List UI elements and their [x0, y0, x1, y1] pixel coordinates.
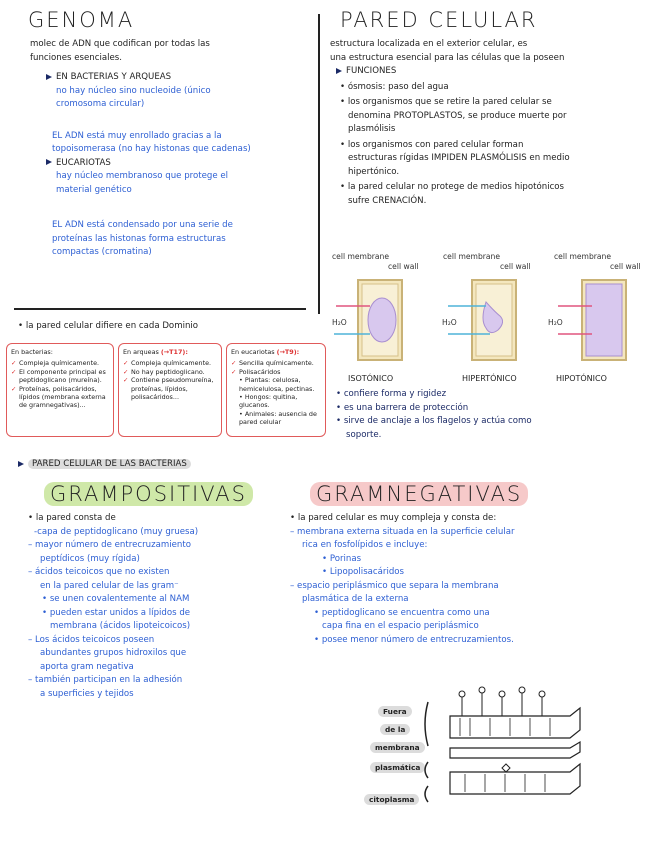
- gramnegativas-title: GRAMNEGATIVAS: [310, 482, 528, 506]
- card-subitem: • Hongos: quitina, glucanos.: [239, 393, 298, 410]
- pared-line: estructuras rígidas IMPIDEN PLASMÓLISIS en medio: [348, 153, 570, 163]
- horizontal-divider: [14, 308, 306, 310]
- card-item: ✓ No hay peptidoglicano.: [123, 368, 217, 376]
- card-heading: En arqueas (→T17):: [123, 348, 188, 356]
- card-item: ✓ Compleja químicamente.: [123, 359, 217, 367]
- genoma-line: proteínas las histonas forma estructuras: [52, 233, 226, 244]
- gram-pos-line: abundantes grupos hidroxilos que: [40, 648, 187, 658]
- genoma-line: compactas (cromatina): [52, 247, 152, 257]
- card-heading: En eucariotas (→T9):: [231, 348, 300, 356]
- grampositivas-notes: [28, 512, 308, 701]
- gramnegativas-notes: [290, 512, 650, 647]
- pared-line: • ósmosis: paso del agua: [340, 81, 449, 92]
- gram-pos-line: peptídicos (muy rígida): [40, 553, 140, 564]
- card-item: ✓ El componente principal es peptidoglicano (mureína).: [11, 368, 109, 385]
- pared-line: • sirve de anclaje a los flagelos y actúa como: [336, 416, 532, 426]
- hypotonic-cell: [558, 280, 626, 360]
- pared-functions-more: [330, 388, 648, 442]
- gram-neg-line: • peptidoglicano se encuentra como una: [314, 607, 490, 618]
- genoma-line: molec de ADN que codifican por todas las: [30, 39, 210, 49]
- pared-line: • confiere forma y rigidez: [336, 389, 447, 399]
- gram-neg-line: • posee menor número de entrecruzamientos.: [314, 634, 514, 645]
- gram-neg-line: – espacio periplásmico que separa la membrana: [290, 580, 499, 591]
- label-cell-wall: cell wall: [610, 262, 641, 271]
- pared-line: • los organismos que se retire la pared celular se: [340, 97, 552, 107]
- vertical-divider: [318, 14, 320, 314]
- gram-pos-line: en la pared celular de las gram⁻: [40, 580, 179, 591]
- membrane-label: membrana: [370, 742, 425, 753]
- gram-neg-line: rica en fosfolípidos e incluye:: [302, 540, 428, 550]
- label-cell-wall: cell wall: [388, 262, 419, 271]
- label-h2o: H₂O: [548, 318, 563, 327]
- label-h2o: H₂O: [332, 318, 347, 327]
- osmosis-cells-svg: [330, 272, 650, 372]
- label-h2o: H₂O: [442, 318, 457, 327]
- genoma-line: no hay núcleo sino nucleoide (único: [56, 85, 211, 96]
- card-item: ✓ Compleja químicamente.: [11, 359, 109, 367]
- pared-heading-funciones: FUNCIONES: [336, 65, 648, 79]
- membrane-label: Fuera: [378, 706, 412, 717]
- genoma-notes: [30, 38, 310, 260]
- label-cell-membrane: cell membrane: [554, 252, 612, 261]
- genoma-line: EL ADN está muy enrollado gracias a la: [52, 130, 222, 141]
- genoma-heading-eucariotas: EUCARIOTAS: [46, 157, 310, 171]
- pared-notes: [330, 38, 648, 208]
- card-eucariotas: [226, 343, 326, 437]
- card-subitem: • Plantas: celulosa, hemicelulosa, pectinas.: [239, 376, 315, 393]
- pared-line: sufre CRENACIÓN.: [348, 195, 427, 206]
- membrane-label: plasmática: [370, 762, 425, 773]
- gram-pos-line: aporta gram negativa: [40, 661, 134, 672]
- gram-pos-line: -capa de peptidoglicano (muy gruesa): [34, 526, 199, 537]
- card-heading: En bacterias:: [11, 348, 53, 356]
- genoma-title: GENOMA: [28, 8, 135, 32]
- card-item: ✓ Contiene pseudomureína, proteínas, lípidos, polisacáridos...: [123, 376, 217, 401]
- genoma-line: cromosoma circular): [56, 99, 145, 109]
- pared-line: • es una barrera de protección: [336, 402, 469, 413]
- card-item: ✓ Proteínas, polisacáridos, lípidos (membrana externa de gramnegativas)...: [11, 385, 109, 410]
- card-bacterias: [6, 343, 114, 437]
- genoma-line: material genético: [56, 184, 132, 195]
- bullet-triangle-icon: [336, 68, 342, 74]
- gram-neg-line: capa fina en el espacio periplásmico: [322, 621, 479, 631]
- genoma-line: hay núcleo membranoso que protege el: [56, 171, 229, 181]
- pared-line: estructura localizada en el exterior celular, es: [330, 39, 528, 49]
- pared-title: PARED CELULAR: [340, 8, 538, 32]
- gram-pos-line: membrana (ácidos lipoteicoicos): [50, 621, 191, 631]
- gram-neg-line: • Lipopolisacáridos: [322, 567, 405, 577]
- pared-line: • la pared celular no protege de medios hipotónicos: [340, 182, 565, 192]
- gram-neg-line: • Porinas: [322, 553, 362, 564]
- membrane-label: de la: [380, 724, 410, 735]
- label-cell-membrane: cell membrane: [332, 252, 390, 261]
- pared-line: plasmólisis: [348, 124, 396, 134]
- gram-pos-line: • pueden estar unidos a lípidos de: [42, 607, 191, 618]
- genoma-line: EL ADN está condensado por una serie de: [52, 220, 233, 230]
- label-hipotonico: HIPOTÓNICO: [556, 374, 607, 383]
- gram-pos-line: – también participan en la adhesión: [28, 675, 183, 685]
- gram-pos-line: a superficies y tejidos: [40, 688, 134, 699]
- label-isotonico: ISOTÓNICO: [348, 374, 394, 383]
- gram-neg-line: • la pared celular es muy compleja y consta de:: [290, 513, 497, 523]
- membrane-label: citoplasma: [364, 794, 419, 805]
- pared-line: • los organismos con pared celular forman: [340, 139, 524, 150]
- card-item: ✓ Polisacáridos: [231, 368, 321, 376]
- card-item: ✓ Sencilla químicamente.: [231, 359, 321, 367]
- pared-line: denomina PROTOPLASTOS, se produce muerte por: [348, 110, 567, 121]
- gram-pos-line: – Los ácidos teicoicos poseen: [28, 634, 155, 645]
- hypertonic-cell: [448, 280, 516, 360]
- gram-pos-line: – mayor número de entrecruzamiento: [28, 540, 191, 550]
- bullet-triangle-icon: [18, 461, 24, 467]
- pared-line: soporte.: [346, 429, 382, 440]
- label-hipertonico: HIPERTÓNICO: [462, 374, 517, 383]
- gram-neg-line: – membrana externa situada en la superficie celular: [290, 526, 515, 537]
- difiere-line: • la pared celular difiere en cada Dominio: [18, 321, 199, 331]
- gram-negative-envelope-sketch: [420, 684, 600, 814]
- bacterias-section-header: PARED CELULAR DE LAS BACTERIAS: [18, 458, 191, 472]
- isotonic-cell: [334, 280, 402, 360]
- genoma-line: topoisomerasa (no hay histonas que cadenas): [52, 144, 251, 154]
- bullet-triangle-icon: [46, 159, 52, 165]
- grampositivas-title: GRAMPOSITIVAS: [44, 482, 253, 506]
- gram-pos-line: • se unen covalentemente al NAM: [42, 594, 190, 604]
- card-arqueas: [118, 343, 222, 437]
- label-cell-membrane: cell membrane: [443, 252, 501, 261]
- genoma-line: funciones esenciales.: [30, 52, 122, 63]
- label-cell-wall: cell wall: [500, 262, 531, 271]
- gram-pos-line: – ácidos teicoicos que no existen: [28, 567, 170, 577]
- genoma-heading-bacterias: EN BACTERIAS Y ARQUEAS: [46, 71, 310, 85]
- osmosis-diagram: [330, 252, 650, 382]
- bullet-triangle-icon: [46, 74, 52, 80]
- card-subitem: • Animales: ausencia de pared celular: [239, 409, 317, 427]
- gram-neg-line: plasmática de la externa: [302, 594, 409, 604]
- pared-line: una estructura esencial para las células que la poseen: [330, 52, 565, 63]
- gram-pos-line: • la pared consta de: [28, 513, 116, 523]
- pared-line: hipertónico.: [348, 166, 400, 177]
